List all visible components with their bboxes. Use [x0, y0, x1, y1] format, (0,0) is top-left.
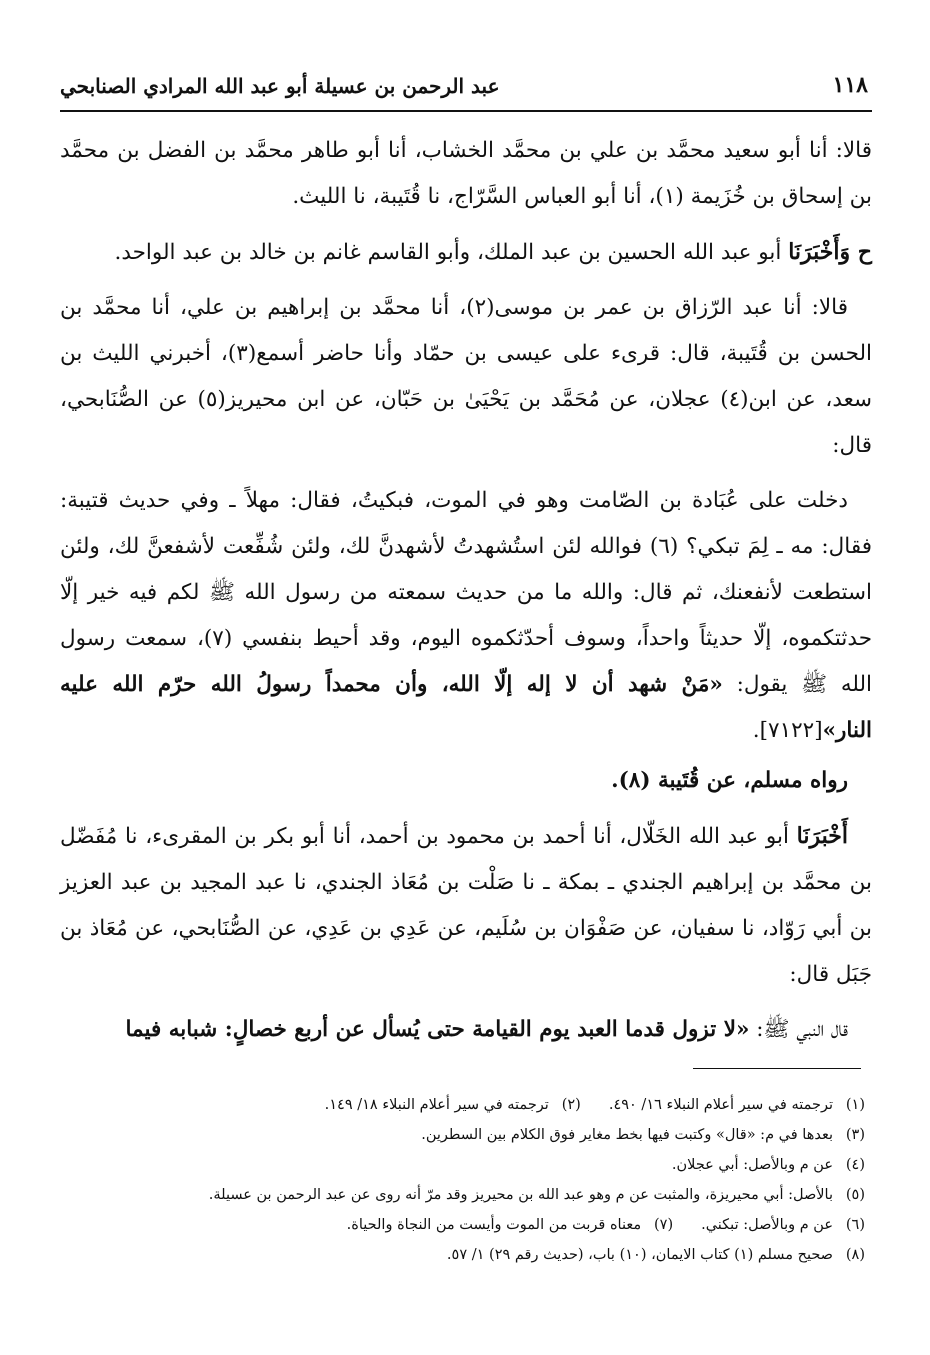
paragraph-5: رواه مسلم، عن قُتَيبة (٨).: [611, 768, 848, 793]
footnote-text: ترجمته في سير أعلام النبلاء ١٨/ ١٤٩.: [324, 1097, 549, 1113]
footnotes: [105, 1090, 865, 1270]
akhbarana-lead-2: أَخْبَرَنَا: [796, 823, 848, 849]
header-rule: [60, 110, 872, 112]
paragraph-2-text: أبو عبد الله الحسين بن عبد الملك، وأبو القاسم غانم بن خالد بن عبد الواحد.: [114, 240, 782, 265]
main-text: [60, 128, 872, 1062]
footnote-text: صحيح مسلم (١) كتاب الايمان، (١٠) باب، (حديث رقم ٢٩) ١/ ٥٧.: [446, 1247, 833, 1263]
paragraph-6: [60, 813, 872, 998]
footnote-number: (٨): [845, 1247, 865, 1263]
hadith-ref: [٧١٢٢].: [752, 718, 823, 743]
footnote-row: [105, 1210, 865, 1240]
footnote-number: (٢): [561, 1097, 581, 1113]
footnote-text: عن م وبالأصل: أبي عجلان.: [671, 1157, 833, 1173]
footnote-number: (٧): [653, 1217, 674, 1233]
paragraph-7-text: قال النبي ﷺ:: [756, 1017, 848, 1042]
footnote-number: (١): [845, 1097, 865, 1113]
page-header: [60, 72, 872, 106]
akhbarana-lead: ح وَأَخْبَرَنَا: [788, 239, 872, 265]
footnote-number: (٥): [845, 1187, 865, 1203]
paragraph-2: [60, 229, 872, 276]
footnote-text: معناه قربت من الموت وأيست من النجاة والحياة.: [346, 1217, 642, 1233]
footnote-text: بعدها في م: «قال» وكتبت فيها بخط مغاير فوق الكلام بين السطرين.: [421, 1127, 833, 1143]
running-title: عبد الرحمن بن عسيلة أبو عبد الله المرادي الصنابحي: [60, 74, 500, 98]
paragraph-4-text: دخلت على عُبَادة بن الصّامت وهو في الموت، فبكيتُ، فقال: مهلاً ـ وفي حديث قتيبة: فقال: مه ـ لِمَ تبكي؟ (٦) فوالله لئن استُشهدتُ لأشهدنَّ لك، ولئن شُفِّعت لأشفعنَّ لك، ولئن استطعت لأنفعنك، ثم قال: والله ما من حديث سمعته من رسول الله ﷺ لكم فيه خير إلّا حدثتكموه، إلّا حديثاً واحداً، وسوف أحدّثكموه اليوم، وقد أحيط بنفسي (٧)، سمعت رسول الله ﷺ يقول:: [60, 488, 872, 697]
hadith-quote-2: «لا تزول قدما العبد يوم القيامة حتى يُسأل عن أربع خصالٍ: شبابه فيما: [125, 1017, 750, 1042]
footnote-text: بالأصل: أبي محيريزة، والمثبت عن م وهو عبد الله بن محيريز وقد مرّ أنه روى عن عبد الرحمن بن عسيلة.: [208, 1187, 833, 1203]
page-number: ١١٨: [832, 72, 868, 98]
footnote-row: [105, 1120, 865, 1150]
footnote-number: (٤): [845, 1157, 865, 1173]
paragraph-3: قالا: أنا عبد الرّزاق بن عمر بن موسى(٢)، أنا محمَّد بن إبراهيم بن علي، أنا محمَّد بن الحسن بن قُتَيبة، قال: قرىء على عيسى بن حمّاد وأنا حاضر أسمع(٣)، أخبرني الليث بن سعد، عن ابن(٤) عجلان، عن مُحَمَّد بن يَحْيَىٰ بن حَبّان، عن ابن محيريز(٥) عن الصُّنَابحي، قال:: [60, 295, 873, 458]
paragraph-4: [60, 478, 872, 754]
footnote-row: [105, 1150, 865, 1180]
footnote-number: (٦): [845, 1217, 865, 1233]
footnote-rule: [693, 1068, 861, 1069]
hadith-quote: «مَنْ شهد أن لا إله إلّا الله، وأن محمداً رسولُ الله حرّم الله عليه النار»: [60, 672, 872, 743]
footnote-row: [105, 1240, 865, 1270]
footnote-text: ترجمته في سير أعلام النبلاء ١٦/ ٤٩٠.: [608, 1097, 833, 1113]
footnote-number: (٣): [845, 1127, 865, 1143]
footnote-row: [105, 1180, 865, 1210]
paragraph-1: قالا: أنا أبو سعيد محمَّد بن علي بن محمَّد الخشاب، أنا أبو طاهر محمَّد بن الفضل بن محمَّد بن إسحاق بن خُزَيمة (١)، أنا أبو العباس السَّرّاج، نا قُتَيبة، نا الليث.: [60, 138, 872, 209]
footnote-row: [105, 1090, 865, 1120]
paragraph-6-text: أبو عبد الله الخَلّال، أنا أحمد بن محمود بن أحمد، أنا أبو بكر بن المقرىء، نا مُفَضّل بن محمَّد بن إبراهيم الجندي ـ بمكة ـ نا صَلْت بن مُعَاذ الجندي، نا عبد المجيد بن عبد العزيز بن أبي رَوّاد، نا سفيان، عن صَفْوَان بن سُلَيم، عن عَدِي بن عَدِي، عن الصُّنَابحي، عن مُعَاذ بن جَبَل قال:: [60, 824, 872, 987]
footnote-text: عن م وبالأصل: تبكني.: [701, 1217, 833, 1233]
paragraph-7: [60, 1007, 872, 1053]
